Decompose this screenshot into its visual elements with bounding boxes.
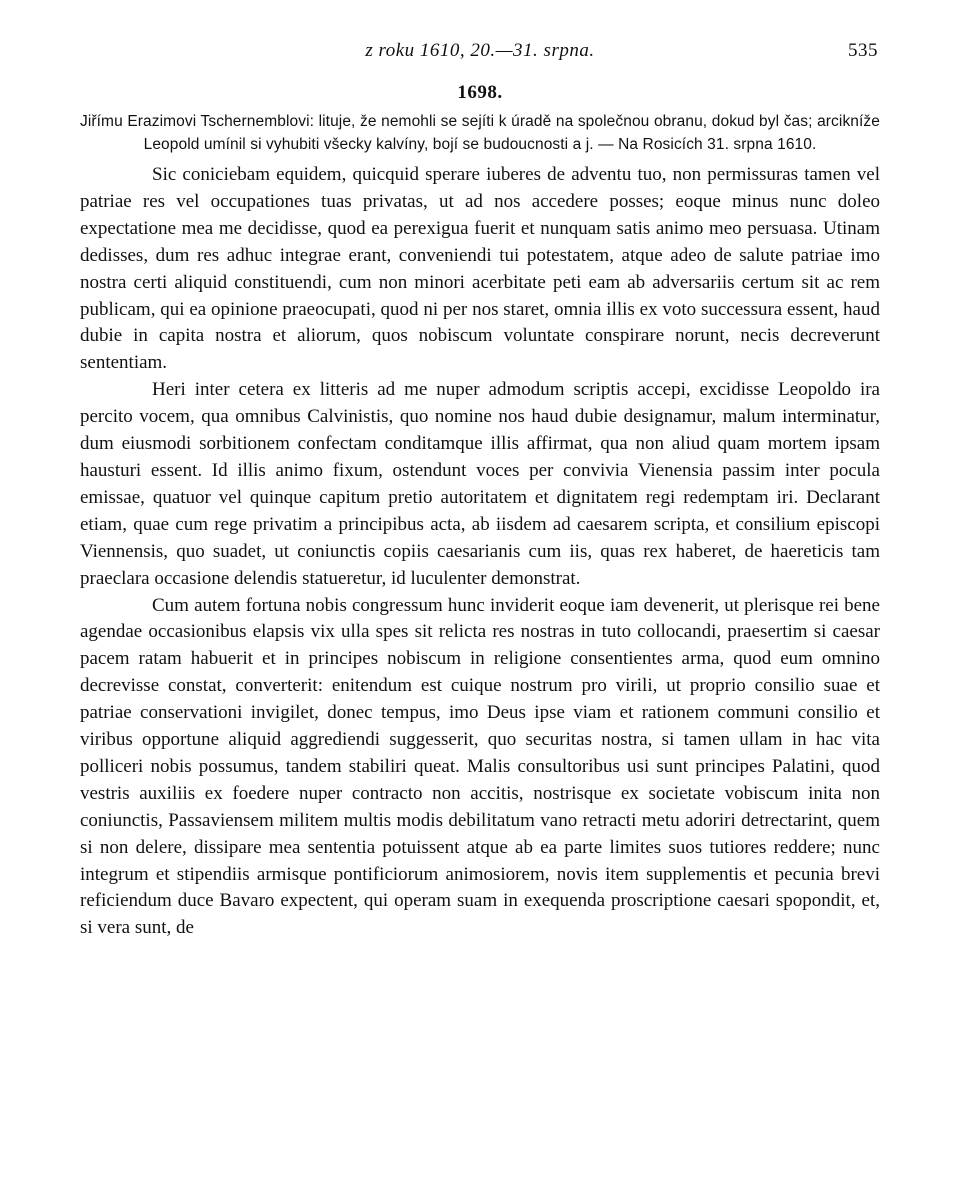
running-header xyxy=(80,30,880,70)
document-number: 1698. xyxy=(457,82,503,103)
page-number: 535 xyxy=(848,40,878,61)
running-title: z roku 1610, 20.—31. srpna. xyxy=(365,40,595,61)
body-paragraph: Cum autem fortuna nobis congressum hunc inviderit eoque iam devenerit, ut plerisque rei bene agendae occasionibus elapsis vix ulla spes sit relicta res nostras in tuto collocandi, praesertim si caesar pacem ratam habuerit et in principes nobiscum in religione consentientes arma, quod eum omnino decrevisse constat, converterit: enitendum est cuique nostrum pro virili, ut proprio consilio suae et patriae conservationi invigilet, donec tempus, imo Deus ipse viam et rationem communi consilio et viribus opportune aliquid aggrediendi suggesserit, quo securitas nostra, si tamen ullam in hac vita polliceri nobis possumus, tandem stabiliri queat. Malis consultoribus usi sunt principes Palatini, quod vestris auxiliis ex foedere nuper contracto non accitis, nostrisque ex societate vobiscum inita non coniunctis, Passaviensem militem multis modis debilitatum vano retracti metu adoriri detrectarint, quem si non delere, dissipare mea sententia potuissent atque ab ea parte limites suos tutiores reddere; nunc integrum et stipendiis armisque pontificiorum animosiorem, novis item supplementis et pecunia brevi reficiendum duce Bavaro expectent, qui operam suam in exequenda proscriptione caesari spopondit, et, si vera sunt, de xyxy=(80,594,880,939)
letter-body xyxy=(80,162,880,942)
body-paragraph: Sic coniciebam equidem, quicquid sperare iuberes de adventu tuo, non permissuras tamen vel patriae res vel occupationes tuas privatas, ut ad nos accedere posses; eoque minus nunc doleo expectatione mea me decidisse, quod ea perexigua fuerit et nunquam satis animo meo persuasa. Utinam dedisses, dum res adhuc integrae erant, conveniendi tui potestatem, atque adeo de salute patriae imo nostra certi aliquid constituendi, cum non minori acerbitate peti eam ab adversariis certum sit ac rem publicam, qui ea opinione praeocupati, quod ni per nos staret, omnia illis ex voto successura essent, haud dubie in capita nostra et aliorum, quos nobiscum voluntate conspirare norunt, necis decreverunt sententiam. xyxy=(80,164,880,374)
document-regest: Jiřímu Erazimovi Tschernemblovi: lituje, že nemohli se sejíti k úradě na společnou obranu, dokud byl čas; arcikníže Leopold umínil si vyhubiti všecky kalvíny, bojí se budoucnosti a j. — Na Rosicích 31. srpna 1610. xyxy=(80,113,880,153)
body-paragraph: Heri inter cetera ex litteris ad me nuper admodum scriptis accepi, excidisse Leopoldo ira percito vocem, qua omnibus Calvinistis, quo nomine nos haud dubie designamur, malum interminatur, dum eiusmodi sorbitionem confectam conditamque illis affirmat, qua non aliud quam mortem ipsam hausturi essent. Id illis animo fixum, ostendunt voces per convivia Vienensia passim inter pocula emissae, quatuor vel quinque capitum pretio autoritatem et dignitatem regi redemptam iri. Declarant etiam, quae cum rege privatim a principibus acta, ab iisdem ad caesarem scripta, et consilium episcopi Viennensis, quo suadet, ut coniunctis copiis caesarianis cum iis, quas rex haberet, de haereticis tam praeclara occasione delendis statueretur, id luculenter demonstrat. xyxy=(80,379,880,589)
book-page xyxy=(80,30,880,942)
